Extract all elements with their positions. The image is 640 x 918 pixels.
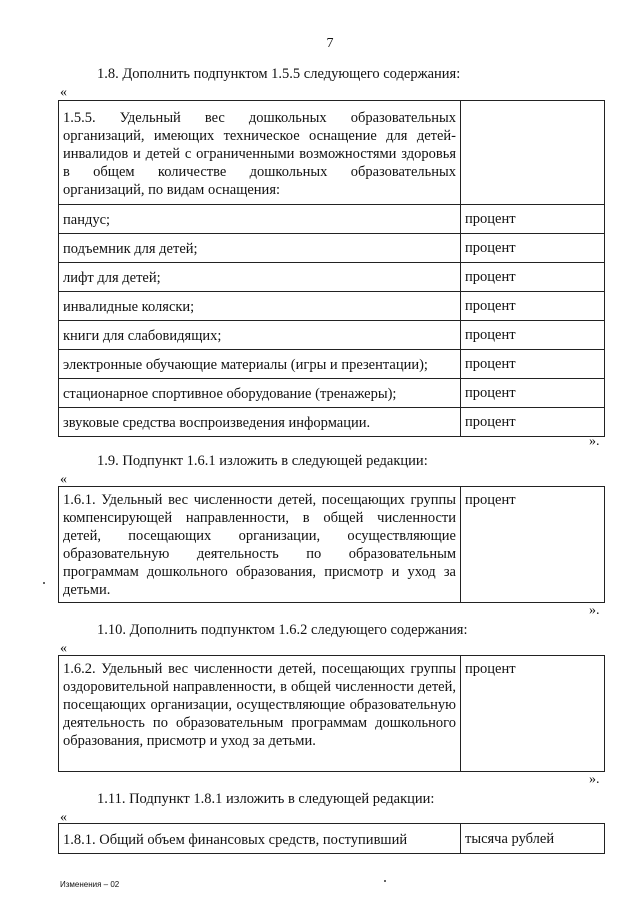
table-row-label: стационарное спортивное оборудование (тренажеры); [59, 379, 461, 408]
table-header-unit-cell [461, 101, 605, 205]
table-unit-cell: процент [461, 487, 605, 603]
table-unit-cell: процент [461, 656, 605, 772]
table-row-label: звуковые средства воспроизведения информации. [59, 408, 461, 437]
table-text-cell: 1.6.2. Удельный вес численности детей, посещающих группы оздоровительной направленности, в общей численности детей, посещающих организации, осуществляющие образовательную деятельность по образовательным программам дошкольного образования, присмотр и уход за детьми. [59, 656, 461, 772]
open-quote: « [60, 641, 67, 656]
table-row-unit: процент [461, 350, 605, 379]
scan-speck [384, 880, 386, 882]
table-row-unit: процент [461, 263, 605, 292]
footer-note: Изменения – 02 [60, 880, 120, 889]
table-row-label: электронные обучающие материалы (игры и презентации); [59, 350, 461, 379]
table-row-unit: процент [461, 292, 605, 321]
scan-speck [43, 582, 45, 584]
section-heading-1-9: 1.9. Подпункт 1.6.1 изложить в следующей редакции: [97, 453, 428, 469]
table-text-cell: 1.6.1. Удельный вес численности детей, посещающих группы компенсирующей направленности, в общей численности детей, посещающих организации, осуществляющие образовательную деятельность по образовательным программам дошкольного образования, присмотр и уход за детьми. [59, 487, 461, 603]
table-row-unit: процент [461, 321, 605, 350]
close-quote: ». [589, 603, 600, 618]
table-row-label: книги для слабовидящих; [59, 321, 461, 350]
table-1-8-1 [58, 823, 605, 854]
table-row-unit: процент [461, 205, 605, 234]
page-number: 7 [326, 36, 334, 51]
open-quote: « [60, 472, 67, 487]
table-row-label: лифт для детей; [59, 263, 461, 292]
table-row-unit: процент [461, 234, 605, 263]
table-unit-cell: тысяча рублей [461, 824, 605, 854]
table-text-cell: 1.8.1. Общий объем финансовых средств, поступивший [59, 824, 461, 854]
table-header-cell: 1.5.5. Удельный вес дошкольных образовательных организаций, имеющих техническое оснащение для детей-инвалидов и детей с ограниченными возможностями здоровья в общем количестве дошкольных образовательных организаций, по видам оснащения: [59, 101, 461, 205]
table-1-6-1 [58, 486, 605, 603]
close-quote: ». [589, 772, 600, 787]
section-heading-1-8: 1.8. Дополнить подпунктом 1.5.5 следующего содержания: [97, 66, 461, 82]
table-1-5-5 [58, 100, 605, 437]
table-row-label: инвалидные коляски; [59, 292, 461, 321]
section-heading-1-10: 1.10. Дополнить подпунктом 1.6.2 следующего содержания: [97, 622, 468, 638]
table-row-unit: процент [461, 408, 605, 437]
section-heading-1-11: 1.11. Подпункт 1.8.1 изложить в следующей редакции: [97, 791, 435, 807]
close-quote: ». [589, 434, 600, 449]
open-quote: « [60, 85, 67, 100]
table-1-6-2 [58, 655, 605, 772]
table-row-label: подъемник для детей; [59, 234, 461, 263]
table-row-unit: процент [461, 379, 605, 408]
open-quote: « [60, 810, 67, 825]
table-row-label: пандус; [59, 205, 461, 234]
